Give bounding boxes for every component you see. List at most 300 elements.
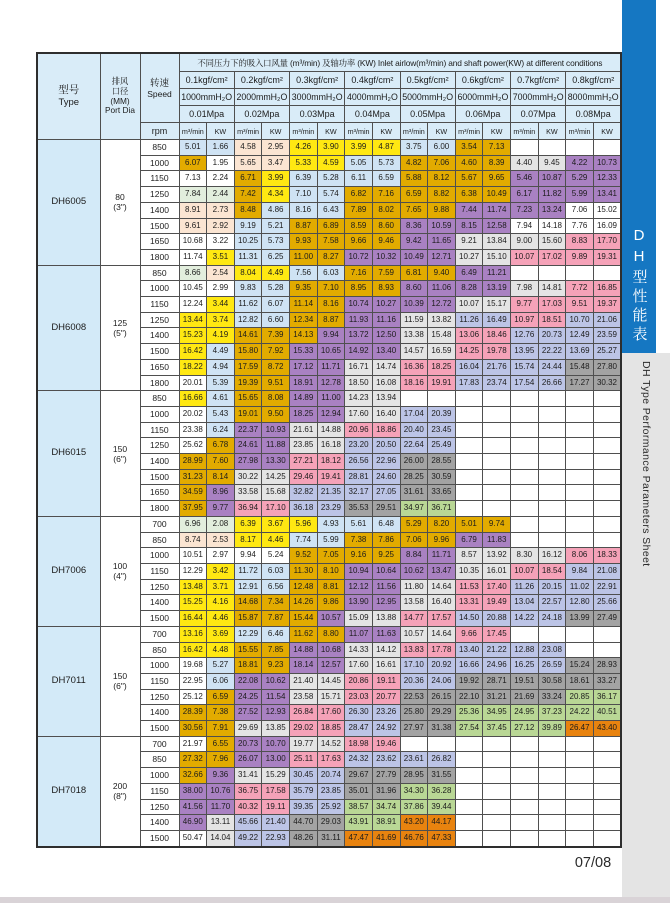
cell-flow: 27.98 — [234, 454, 262, 470]
cell-flow: 8.48 — [234, 202, 262, 218]
cell-flow: 18.25 — [290, 406, 318, 422]
rpm-value: 1500 — [140, 344, 179, 360]
cell-flow: 3.54 — [455, 140, 483, 156]
rpm-value: 1150 — [140, 563, 179, 579]
cell-flow: 31.41 — [234, 768, 262, 784]
table-row — [37, 265, 621, 281]
cell-flow — [511, 768, 539, 784]
cell-flow — [511, 783, 539, 799]
cell-power — [483, 783, 511, 799]
cell-power — [483, 501, 511, 517]
cell-power: 33.65 — [428, 485, 456, 501]
pressure-mpa-header-6: 0.07Mpa — [511, 106, 566, 123]
rpm-value: 1150 — [140, 783, 179, 799]
cell-power: 8.14 — [207, 469, 235, 485]
cell-power — [483, 406, 511, 422]
cell-flow: 7.74 — [290, 532, 318, 548]
cell-power: 11.74 — [483, 202, 511, 218]
cell-power: 9.86 — [317, 595, 345, 611]
cell-power: 39.44 — [428, 799, 456, 815]
cell-flow: 4.40 — [511, 155, 539, 171]
model-name: DH6005 — [37, 140, 100, 266]
cell-power: 6.46 — [262, 626, 290, 642]
cell-power: 3.74 — [207, 312, 235, 328]
cell-flow: 15.87 — [234, 611, 262, 627]
cell-power: 4.59 — [317, 155, 345, 171]
cell-flow: 44.70 — [290, 815, 318, 831]
cell-power: 7.92 — [262, 344, 290, 360]
cell-flow — [511, 454, 539, 470]
cell-power — [538, 469, 566, 485]
cell-flow: 11.00 — [290, 249, 318, 265]
cell-flow: 12.49 — [566, 328, 594, 344]
pressure-kgf-header-3: 0.4kgf/cm² — [345, 72, 400, 89]
rpm-value: 1150 — [140, 673, 179, 689]
cell-power: 2.97 — [207, 548, 235, 564]
cell-flow: 29.02 — [290, 721, 318, 737]
cell-flow — [455, 501, 483, 517]
cell-power: 13.85 — [262, 721, 290, 737]
cell-power: 19.49 — [483, 595, 511, 611]
cell-flow: 18.22 — [179, 359, 207, 375]
side-tab-blue — [622, 0, 656, 353]
cell-flow: 11.59 — [400, 312, 428, 328]
cell-power: 31.21 — [483, 689, 511, 705]
cell-power: 9.40 — [428, 265, 456, 281]
cell-power: 8.82 — [428, 187, 456, 203]
flow-unit-header-0: m³/min — [179, 123, 207, 140]
rpm-value: 1000 — [140, 548, 179, 564]
cell-power: 10.76 — [207, 783, 235, 799]
cell-flow: 11.07 — [345, 626, 373, 642]
performance-table — [36, 52, 622, 848]
cell-flow: 24.22 — [566, 705, 594, 721]
speed-header-zh: 转速 — [149, 77, 169, 89]
cell-power: 23.26 — [372, 705, 400, 721]
cell-power: 9.36 — [207, 768, 235, 784]
cell-flow — [511, 532, 539, 548]
cell-flow: 8.74 — [179, 532, 207, 548]
cell-power — [483, 736, 511, 752]
cell-power — [538, 140, 566, 156]
cell-flow: 13.95 — [511, 344, 539, 360]
pressure-mmh2o-header-4: 5000mmH₂O — [400, 89, 455, 106]
cell-power — [483, 799, 511, 815]
cell-power: 7.59 — [372, 265, 400, 281]
table-row — [37, 391, 621, 407]
cell-flow: 19.68 — [179, 658, 207, 674]
cell-flow: 14.57 — [400, 344, 428, 360]
cell-flow: 14.61 — [234, 328, 262, 344]
cell-power — [538, 815, 566, 831]
cell-flow — [566, 532, 594, 548]
cell-power: 19.37 — [593, 297, 621, 313]
model-header-en: Type — [58, 97, 80, 108]
cell-power — [593, 736, 621, 752]
cell-power: 21.40 — [262, 815, 290, 831]
cell-flow: 6.49 — [455, 265, 483, 281]
cell-power: 26.82 — [428, 752, 456, 768]
cell-power: 6.48 — [372, 516, 400, 532]
cell-flow: 18.50 — [345, 375, 373, 391]
cell-flow — [455, 783, 483, 799]
cell-flow — [455, 422, 483, 438]
cell-flow: 19.77 — [290, 736, 318, 752]
cell-power: 13.00 — [262, 752, 290, 768]
cell-power: 16.08 — [372, 375, 400, 391]
cell-flow: 9.77 — [511, 297, 539, 313]
cell-power: 36.71 — [428, 501, 456, 517]
cell-flow: 32.17 — [345, 485, 373, 501]
cell-power: 8.72 — [262, 359, 290, 375]
cell-flow: 8.83 — [566, 234, 594, 250]
cell-flow — [566, 830, 594, 846]
cell-flow: 14.23 — [345, 391, 373, 407]
cell-flow: 28.95 — [400, 768, 428, 784]
cell-flow: 30.45 — [290, 768, 318, 784]
cell-power: 17.40 — [483, 579, 511, 595]
cell-flow: 5.67 — [455, 171, 483, 187]
cell-power — [538, 532, 566, 548]
cell-flow: 16.25 — [511, 658, 539, 674]
cell-power: 16.49 — [483, 312, 511, 328]
port-inch: (5") — [113, 327, 127, 338]
cell-power — [538, 485, 566, 501]
model-name: DH6015 — [37, 391, 100, 517]
cell-flow: 18.16 — [400, 375, 428, 391]
cell-power: 13.24 — [538, 202, 566, 218]
cell-power: 11.83 — [483, 532, 511, 548]
model-name: DH7006 — [37, 516, 100, 626]
cell-power: 8.02 — [372, 202, 400, 218]
cell-flow: 24.25 — [234, 689, 262, 705]
port-dia: 80 — [115, 192, 125, 203]
cell-power: 7.60 — [207, 454, 235, 470]
table-row — [37, 516, 621, 532]
cell-flow: 23.58 — [290, 689, 318, 705]
pressure-kgf-header-5: 0.6kgf/cm² — [455, 72, 510, 89]
cell-power: 36.17 — [593, 689, 621, 705]
cell-power: 22.91 — [593, 579, 621, 595]
cell-power: 24.96 — [483, 658, 511, 674]
cell-flow: 8.66 — [179, 265, 207, 281]
cell-power: 12.78 — [317, 375, 345, 391]
cell-power: 12.33 — [593, 171, 621, 187]
cell-flow: 15.80 — [234, 344, 262, 360]
cell-power: 23.74 — [483, 375, 511, 391]
cell-power: 17.57 — [428, 611, 456, 627]
cell-power: 40.51 — [593, 705, 621, 721]
cell-power: 29.03 — [317, 815, 345, 831]
cell-flow: 7.06 — [400, 532, 428, 548]
cell-flow: 7.56 — [290, 265, 318, 281]
port-size — [100, 391, 140, 517]
pressure-mpa-header-7: 0.08Mpa — [566, 106, 621, 123]
cell-flow — [511, 140, 539, 156]
table-title: 不同压力下的吸入口风量 (m³/min) 及轴功率 (KW) Inlet airlow(m³/min) and shaft power(KW) at different conditions — [179, 53, 621, 72]
cell-flow: 13.90 — [345, 595, 373, 611]
cell-flow: 5.96 — [290, 516, 318, 532]
cell-power: 3.47 — [262, 155, 290, 171]
cell-flow: 12.34 — [290, 312, 318, 328]
cell-power: 10.73 — [593, 155, 621, 171]
cell-power: 20.15 — [538, 579, 566, 595]
cell-power: 21.76 — [483, 359, 511, 375]
cell-flow: 18.98 — [345, 736, 373, 752]
rpm-value: 1150 — [140, 171, 179, 187]
cell-flow — [511, 265, 539, 281]
rpm-value: 1650 — [140, 234, 179, 250]
port-column-header — [100, 53, 140, 140]
cell-flow: 8.87 — [290, 218, 318, 234]
power-unit-header-1: KW — [262, 123, 290, 140]
cell-power: 6.00 — [428, 140, 456, 156]
cell-flow — [511, 406, 539, 422]
cell-power: 25.66 — [593, 595, 621, 611]
cell-flow: 17.60 — [345, 658, 373, 674]
cell-power: 11.06 — [428, 281, 456, 297]
cell-flow — [511, 469, 539, 485]
cell-power: 8.08 — [262, 391, 290, 407]
flow-unit-header-4: m³/min — [400, 123, 428, 140]
cell-flow: 10.27 — [455, 249, 483, 265]
cell-flow: 10.49 — [400, 249, 428, 265]
cell-power: 28.71 — [483, 673, 511, 689]
cell-power: 16.85 — [593, 281, 621, 297]
cell-power — [538, 783, 566, 799]
cell-flow: 49.22 — [234, 830, 262, 846]
cell-power — [538, 736, 566, 752]
cell-flow: 9.66 — [455, 626, 483, 642]
cell-flow: 5.88 — [400, 171, 428, 187]
cell-power: 19.41 — [317, 469, 345, 485]
cell-flow: 27.32 — [179, 752, 207, 768]
cell-flow: 12.88 — [511, 642, 539, 658]
cell-flow: 12.82 — [234, 312, 262, 328]
cell-power: 3.99 — [262, 171, 290, 187]
cell-flow: 19.01 — [234, 406, 262, 422]
rpm-value: 1400 — [140, 595, 179, 611]
flow-unit-header-6: m³/min — [511, 123, 539, 140]
cell-power — [538, 626, 566, 642]
port-header-zh1: 排风 — [111, 76, 129, 87]
cell-power: 5.24 — [262, 548, 290, 564]
cell-power: 11.82 — [538, 187, 566, 203]
cell-power: 14.25 — [262, 469, 290, 485]
pressure-mmh2o-header-3: 4000mmH₂O — [345, 89, 400, 106]
cell-flow: 11.02 — [566, 579, 594, 595]
cell-power: 9.74 — [483, 516, 511, 532]
cell-power: 24.18 — [538, 611, 566, 627]
cell-power: 22.96 — [372, 454, 400, 470]
cell-flow: 8.15 — [455, 218, 483, 234]
cell-flow: 6.07 — [179, 155, 207, 171]
cell-flow: 25.80 — [400, 705, 428, 721]
cell-flow — [511, 391, 539, 407]
port-inch: (8") — [113, 791, 127, 802]
cell-flow: 10.70 — [566, 312, 594, 328]
cell-flow: 11.62 — [290, 626, 318, 642]
cell-power — [538, 768, 566, 784]
cell-flow: 8.17 — [234, 532, 262, 548]
cell-power: 5.73 — [262, 234, 290, 250]
side-tab-gray — [622, 353, 670, 898]
cell-power: 6.24 — [207, 422, 235, 438]
port-inch: (6") — [113, 453, 127, 464]
cell-power: 5.99 — [317, 532, 345, 548]
cell-flow: 26.47 — [566, 721, 594, 737]
cell-flow: 10.74 — [345, 297, 373, 313]
cell-power: 1.66 — [207, 140, 235, 156]
rpm-value: 1400 — [140, 815, 179, 831]
cell-flow: 15.65 — [234, 391, 262, 407]
cell-power: 9.65 — [483, 171, 511, 187]
cell-flow: 7.94 — [511, 218, 539, 234]
port-size — [100, 265, 140, 391]
cell-power: 4.34 — [262, 187, 290, 203]
cell-flow: 8.95 — [345, 281, 373, 297]
cell-power: 11.65 — [428, 234, 456, 250]
cell-flow: 11.30 — [290, 563, 318, 579]
cell-power: 11.71 — [317, 359, 345, 375]
cell-flow: 25.11 — [290, 752, 318, 768]
cell-power: 36.28 — [428, 783, 456, 799]
pressure-mmh2o-header-6: 7000mmH₂O — [511, 89, 566, 106]
cell-power: 13.30 — [262, 454, 290, 470]
cell-flow: 20.02 — [179, 406, 207, 422]
cell-flow: 9.66 — [345, 234, 373, 250]
rpm-value: 1000 — [140, 155, 179, 171]
cell-power: 29.29 — [428, 705, 456, 721]
rpm-value: 1000 — [140, 281, 179, 297]
cell-power: 14.04 — [207, 830, 235, 846]
cell-flow: 5.01 — [179, 140, 207, 156]
cell-flow: 11.14 — [290, 297, 318, 313]
cell-power — [483, 469, 511, 485]
cell-flow: 17.54 — [511, 375, 539, 391]
port-inch: (4") — [113, 571, 127, 582]
cell-power: 9.45 — [538, 155, 566, 171]
cell-flow — [566, 469, 594, 485]
cell-flow: 23.38 — [179, 422, 207, 438]
cell-power: 7.34 — [262, 595, 290, 611]
cell-power — [483, 454, 511, 470]
cell-flow — [566, 768, 594, 784]
cell-flow: 17.04 — [400, 406, 428, 422]
cell-flow: 16.42 — [179, 344, 207, 360]
cell-power: 20.74 — [317, 768, 345, 784]
rpm-value: 1400 — [140, 705, 179, 721]
cell-flow: 8.28 — [455, 281, 483, 297]
cell-flow: 6.82 — [345, 187, 373, 203]
rpm-value: 1500 — [140, 469, 179, 485]
cell-flow: 4.60 — [455, 155, 483, 171]
cell-power: 9.96 — [428, 532, 456, 548]
cell-power: 14.64 — [428, 579, 456, 595]
cell-power: 12.94 — [317, 406, 345, 422]
page-number: 07/08 — [574, 855, 612, 871]
cell-power: 23.62 — [372, 752, 400, 768]
cell-flow: 8.57 — [455, 548, 483, 564]
cell-power: 6.06 — [207, 673, 235, 689]
cell-power: 6.59 — [372, 171, 400, 187]
cell-flow: 9.35 — [290, 281, 318, 297]
flow-unit-header-3: m³/min — [345, 123, 373, 140]
pressure-mmh2o-header-7: 8000mmH₂O — [566, 89, 621, 106]
cell-flow: 35.79 — [290, 783, 318, 799]
cell-power — [538, 454, 566, 470]
cell-flow: 6.59 — [400, 187, 428, 203]
cell-power — [593, 815, 621, 831]
cell-flow: 5.65 — [234, 155, 262, 171]
cell-flow — [566, 265, 594, 281]
cell-flow: 6.11 — [345, 171, 373, 187]
cell-power: 2.95 — [262, 140, 290, 156]
cell-flow — [511, 422, 539, 438]
cell-flow: 6.81 — [400, 265, 428, 281]
rpm-value: 1250 — [140, 799, 179, 815]
cell-power: 6.59 — [207, 689, 235, 705]
cell-flow: 5.61 — [345, 516, 373, 532]
cell-flow: 7.23 — [511, 202, 539, 218]
cell-flow: 16.04 — [455, 359, 483, 375]
cell-flow: 11.31 — [234, 249, 262, 265]
speed-column-header — [140, 53, 179, 123]
cell-flow: 6.96 — [179, 516, 207, 532]
rpm-unit-header: rpm — [140, 123, 179, 140]
cell-flow — [455, 799, 483, 815]
cell-flow: 6.38 — [455, 187, 483, 203]
cell-flow: 43.20 — [400, 815, 428, 831]
cell-flow: 17.59 — [234, 359, 262, 375]
cell-flow: 10.35 — [455, 563, 483, 579]
cell-flow: 37.86 — [400, 799, 428, 815]
cell-power: 3.67 — [262, 516, 290, 532]
cell-power: 9.46 — [372, 234, 400, 250]
port-dia: 100 — [112, 561, 128, 572]
cell-flow: 13.69 — [566, 344, 594, 360]
cell-flow — [455, 752, 483, 768]
cell-flow: 26.00 — [400, 454, 428, 470]
cell-flow: 4.22 — [566, 155, 594, 171]
cell-flow: 24.32 — [345, 752, 373, 768]
cell-flow: 36.18 — [290, 501, 318, 517]
cell-power: 10.68 — [317, 642, 345, 658]
table-row — [37, 736, 621, 752]
pressure-mpa-header-3: 0.04Mpa — [345, 106, 400, 123]
cell-power — [483, 815, 511, 831]
cell-power: 11.63 — [372, 626, 400, 642]
cell-flow: 34.59 — [179, 485, 207, 501]
cell-power — [538, 501, 566, 517]
cell-flow: 7.98 — [511, 281, 539, 297]
cell-power: 5.73 — [372, 155, 400, 171]
cell-flow: 14.50 — [455, 611, 483, 627]
flow-unit-header-7: m³/min — [566, 123, 594, 140]
cell-power: 16.01 — [483, 563, 511, 579]
port-dia: 150 — [112, 443, 128, 454]
cell-flow — [455, 469, 483, 485]
cell-power: 43.40 — [593, 721, 621, 737]
cell-flow — [455, 768, 483, 784]
cell-flow: 21.97 — [179, 736, 207, 752]
cell-power: 2.24 — [207, 171, 235, 187]
cell-flow — [511, 626, 539, 642]
cell-power: 15.60 — [538, 234, 566, 250]
rpm-value: 1000 — [140, 406, 179, 422]
cell-power — [538, 516, 566, 532]
cell-flow: 10.25 — [234, 234, 262, 250]
